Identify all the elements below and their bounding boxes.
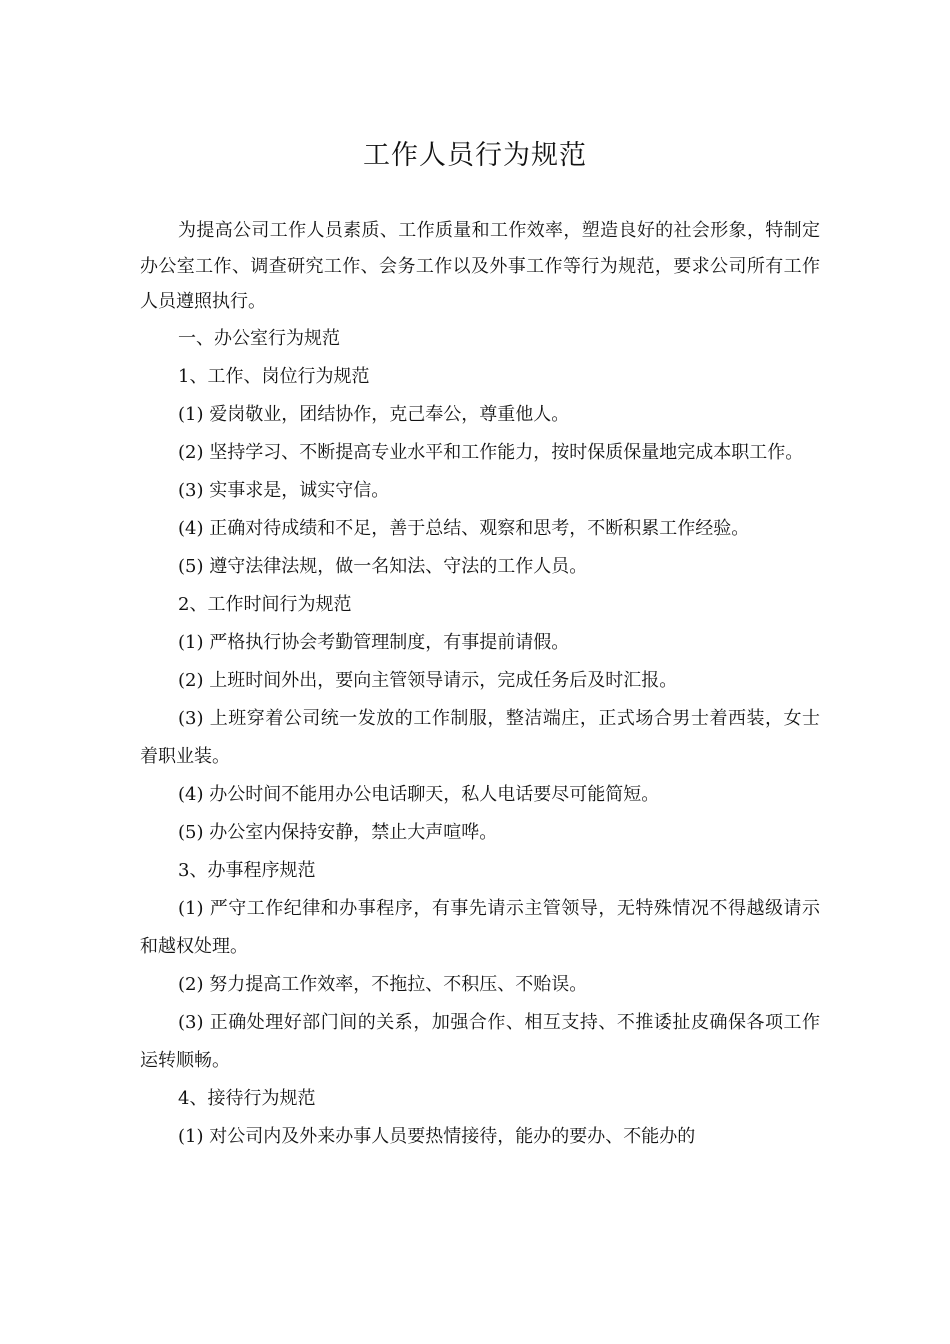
list-item: (1) 对公司内及外来办事人员要热情接待，能办的要办、不能办的 bbox=[178, 1125, 696, 1147]
section-heading: 一、办公室行为规范 bbox=[178, 327, 340, 349]
subsection-heading: 1、工作、岗位行为规范 bbox=[178, 365, 370, 387]
list-item: (4) 办公时间不能用办公电话聊天，私人电话要尽可能简短。 bbox=[178, 783, 660, 805]
list-item: (1) 严守工作纪律和办事程序，有事先请示主管领导，无特殊情况不得越级请示和越权处理。 bbox=[140, 897, 820, 957]
subsection-heading: 2、工作时间行为规范 bbox=[178, 593, 352, 615]
list-item: (3) 上班穿着公司统一发放的工作制服，整洁端庄，正式场合男士着西装，女士着职业装。 bbox=[140, 707, 820, 767]
document-title: 工作人员行为规范 bbox=[363, 140, 587, 171]
subsection-heading: 4、接待行为规范 bbox=[178, 1087, 316, 1109]
list-item: (3) 正确处理好部门间的关系，加强合作、相互支持、不推诿扯皮确保各项工作运转顺畅。 bbox=[140, 1011, 820, 1071]
list-item: (2) 努力提高工作效率，不拖拉、不积压、不贻误。 bbox=[178, 973, 588, 995]
list-item: (5) 遵守法律法规，做一名知法、守法的工作人员。 bbox=[178, 555, 588, 577]
list-item: (2) 上班时间外出，要向主管领导请示，完成任务后及时汇报。 bbox=[178, 669, 678, 691]
subsection-heading: 3、办事程序规范 bbox=[178, 859, 316, 881]
intro-paragraph: 为提高公司工作人员素质、工作质量和工作效率，塑造良好的社会形象，特制定办公室工作、调查研究工作、会务工作以及外事工作等行为规范，要求公司所有工作人员遵照执行。 bbox=[140, 220, 820, 312]
list-item: (2) 坚持学习、不断提高专业水平和工作能力，按时保质保量地完成本职工作。 bbox=[178, 441, 804, 463]
list-item: (3) 实事求是，诚实守信。 bbox=[178, 479, 390, 501]
list-item: (1) 严格执行协会考勤管理制度，有事提前请假。 bbox=[178, 631, 570, 653]
document-body bbox=[140, 213, 820, 1156]
list-item: (1) 爱岗敬业，团结协作，克己奉公，尊重他人。 bbox=[178, 403, 570, 425]
list-item: (4) 正确对待成绩和不足，善于总结、观察和思考，不断积累工作经验。 bbox=[178, 517, 750, 539]
list-item: (5) 办公室内保持安静，禁止大声喧哗。 bbox=[178, 821, 498, 843]
